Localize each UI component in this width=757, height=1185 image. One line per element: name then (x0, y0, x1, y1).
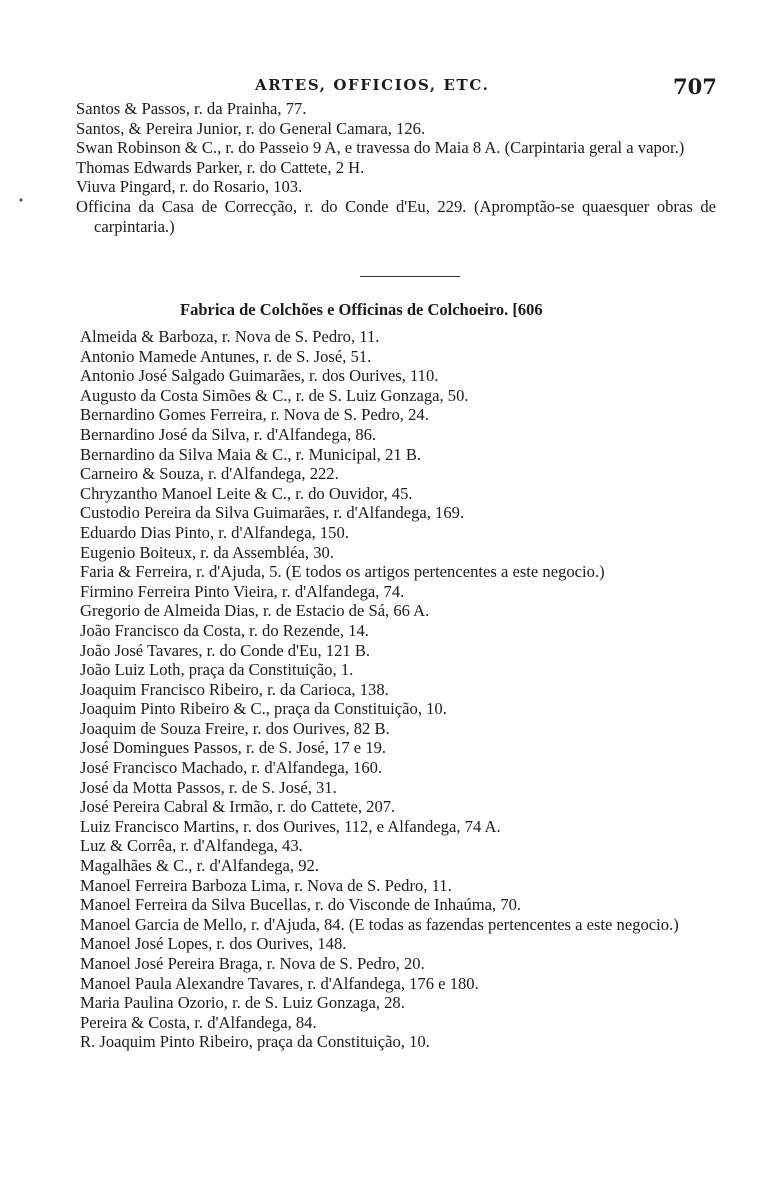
list-item: R. Joaquim Pinto Ribeiro, praça da Constituição, 10. (80, 1032, 430, 1052)
list-item: Manoel Garcia de Mello, r. d'Ajuda, 84. (E todas as fazendas pertencentes a este negocio.) (80, 914, 679, 934)
list-item: João Francisco da Costa, r. do Rezende, 14. (80, 620, 369, 640)
page-number: 707 (673, 74, 717, 99)
list-item: José Francisco Machado, r. d'Alfandega, 160. (80, 758, 383, 778)
section-divider (360, 276, 460, 277)
list-item: Chryzantho Manoel Leite & C., r. do Ouvidor, 45. (80, 483, 413, 503)
list-item: José Pereira Cabral & Irmão, r. do Cattete, 207. (80, 797, 396, 817)
list-item: Augusto da Costa Simões & C., r. de S. Luiz Gonzaga, 50. (80, 385, 469, 405)
list-item: Manoel Paula Alexandre Tavares, r. d'Alfandega, 176 e 180. (80, 973, 479, 993)
list-item: Carneiro & Souza, r. d'Alfandega, 222. (80, 464, 339, 484)
list-item: Magalhães & C., r. d'Alfandega, 92. (80, 856, 319, 876)
list-item: Firmino Ferreira Pinto Vieira, r. d'Alfandega, 74. (80, 581, 405, 601)
list-item: Manoel Ferreira Barboza Lima, r. Nova de S. Pedro, 11. (80, 875, 452, 895)
list-item: Santos, & Pereira Junior, r. do General Camara, 126. (76, 118, 426, 138)
print-speck: • (18, 196, 24, 207)
list-item: Bernardino da Silva Maia & C., r. Municipal, 21 B. (80, 444, 422, 464)
list-item: Antonio Mamede Antunes, r. de S. José, 51. (80, 346, 372, 366)
list-item: Pereira & Costa, r. d'Alfandega, 84. (80, 1012, 317, 1032)
list-item: Gregorio de Almeida Dias, r. de Estacio de Sá, 66 A. (80, 601, 430, 621)
list-item: Joaquim Francisco Ribeiro, r. da Carioca, 138. (80, 679, 389, 699)
list-item: Bernardino Gomes Ferreira, r. Nova de S. Pedro, 24. (80, 405, 429, 425)
list-item: Eugenio Boiteux, r. da Assembléa, 30. (80, 542, 334, 562)
list-item: José da Motta Passos, r. de S. José, 31. (80, 777, 337, 797)
list-item: Thomas Edwards Parker, r. do Cattete, 2 H. (76, 157, 365, 177)
list-item: Luiz Francisco Martins, r. dos Ourives, 112, e Alfandega, 74 A. (80, 816, 501, 836)
list-item: Luz & Corrêa, r. d'Alfandega, 43. (80, 836, 303, 856)
section-heading: Fabrica de Colchões e Officinas de Colchoeiro. [606 (180, 300, 543, 319)
list-item: Bernardino José da Silva, r. d'Alfandega, 86. (80, 424, 377, 444)
list-item: Joaquim Pinto Ribeiro & C., praça da Constituição, 10. (80, 699, 447, 719)
carpentry-entry-list (76, 99, 716, 236)
list-item: Joaquim de Souza Freire, r. dos Ourives, 82 B. (80, 718, 390, 738)
list-item: Officina da Casa de Correcção, r. do Conde d'Eu, 229. (Apromptão-se quaesquer obras de carpintaria.) (76, 196, 716, 236)
list-item: João José Tavares, r. do Conde d'Eu, 121 B. (80, 640, 371, 660)
list-item: Manoel José Pereira Braga, r. Nova de S. Pedro, 20. (80, 954, 425, 973)
list-item: Almeida & Barboza, r. Nova de S. Pedro, 11. (80, 327, 380, 346)
list-item: Santos & Passos, r. da Prainha, 77. (76, 99, 307, 118)
list-item: Custodio Pereira da Silva Guimarães, r. d'Alfandega, 169. (80, 503, 465, 523)
list-item: Faria & Ferreira, r. d'Ajuda, 5. (E todos os artigos pertencentes a este negocio.) (80, 562, 605, 582)
running-head: ARTES, OFFICIOS, ETC. (255, 76, 490, 94)
list-item: Antonio José Salgado Guimarães, r. dos Ourives, 110. (80, 366, 439, 386)
list-item: Viuva Pingard, r. do Rosario, 103. (76, 177, 303, 197)
list-item: Eduardo Dias Pinto, r. d'Alfandega, 150. (80, 522, 349, 542)
list-item: Manoel José Lopes, r. dos Ourives, 148. (80, 934, 347, 954)
list-item: Swan Robinson & C., r. do Passeio 9 A, e travessa do Maia 8 A. (Carpintaria geral a vapor.) (76, 138, 685, 158)
list-item: Maria Paulina Ozorio, r. de S. Luiz Gonzaga, 28. (80, 993, 405, 1013)
list-item: João Luiz Loth, praça da Constituição, 1. (80, 660, 354, 680)
list-item: Manoel Ferreira da Silva Bucellas, r. do Visconde de Inhaúma, 70. (80, 895, 522, 915)
mattress-entry-list (80, 327, 725, 1052)
list-item: José Domingues Passos, r. de S. José, 17 e 19. (80, 738, 387, 758)
